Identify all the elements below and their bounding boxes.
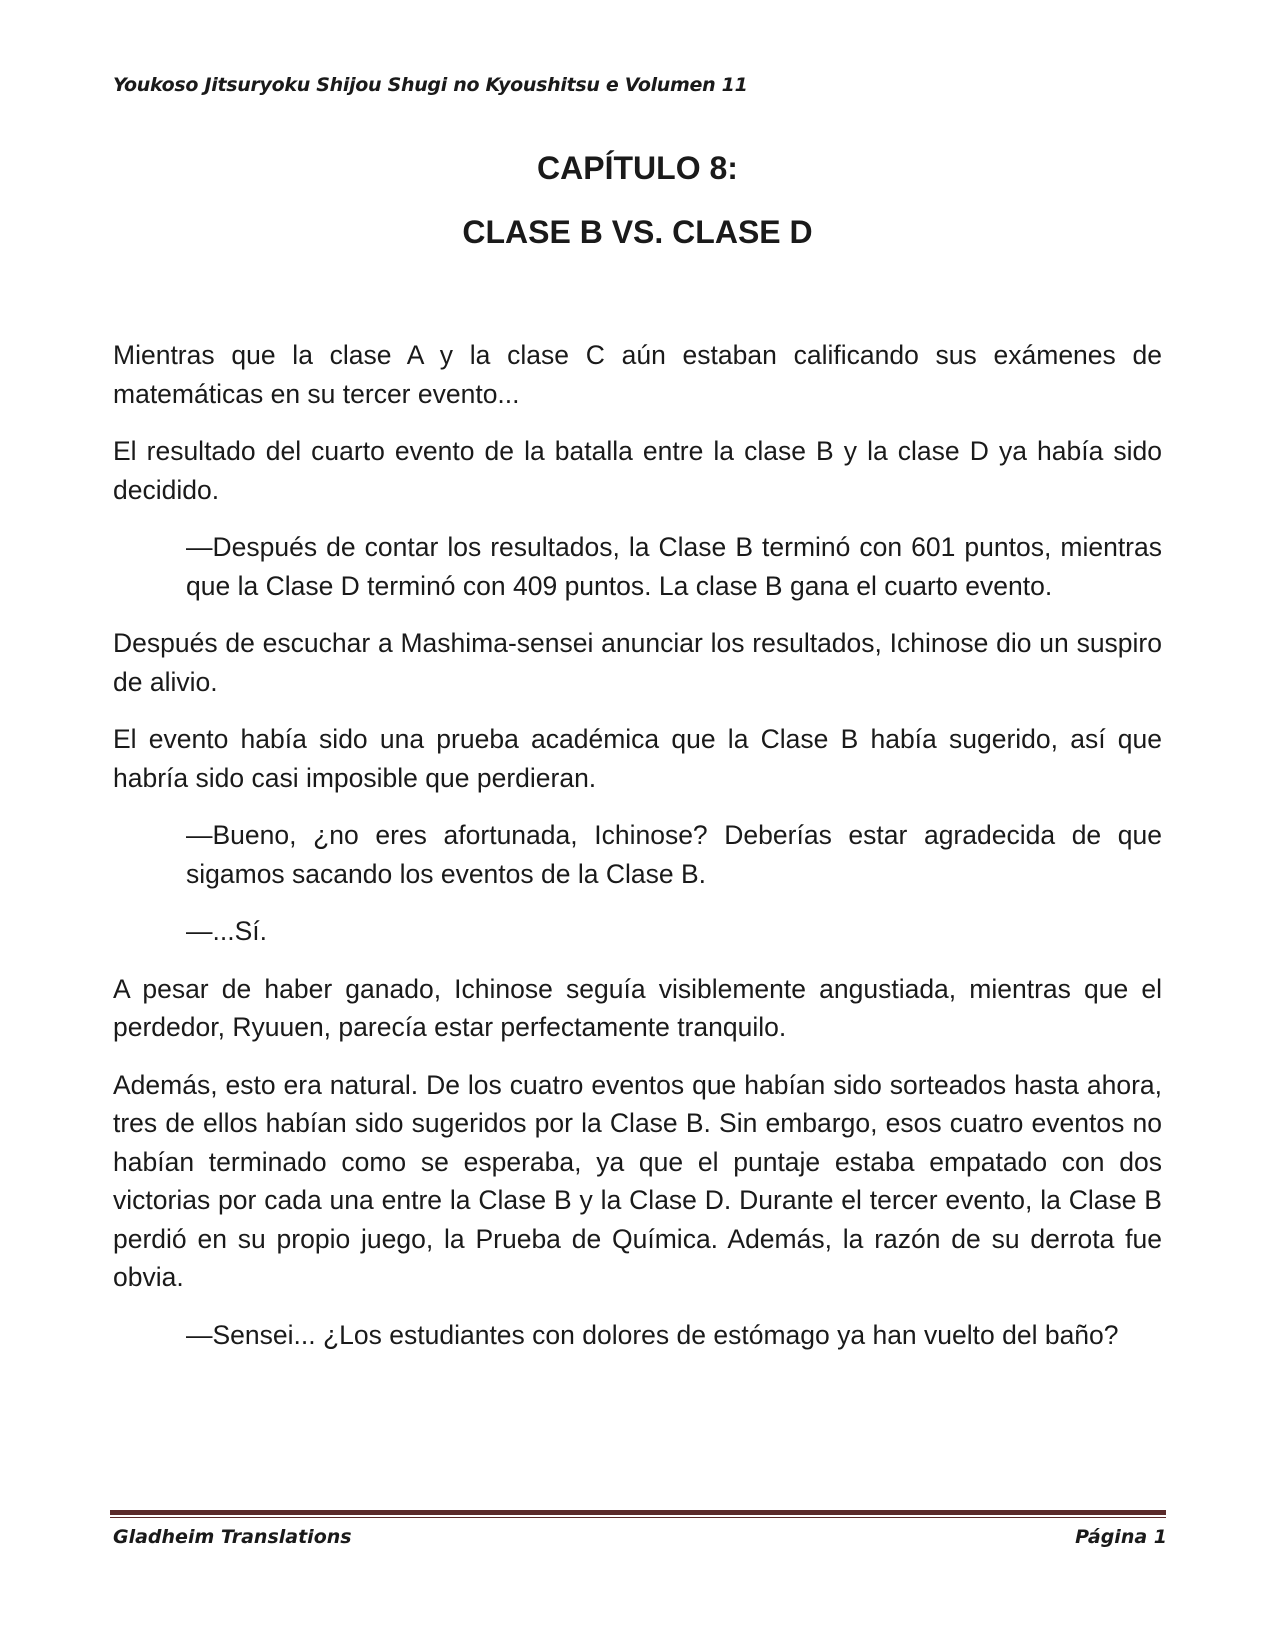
running-header: Youkoso Jitsuryoku Shijou Shugi no Kyoushitsu e Volumen 11 bbox=[113, 74, 748, 96]
chapter-body bbox=[113, 336, 1162, 1373]
dialog-paragraph: —Después de contar los resultados, la Clase B terminó con 601 puntos, mientras que la Clase D terminó con 409 puntos. La clase B gana el cuarto evento. bbox=[186, 532, 1162, 601]
chapter-number: CAPÍTULO 8: bbox=[537, 150, 738, 186]
paragraph: Después de escuchar a Mashima-sensei anunciar los resultados, Ichinose dio un suspiro de alivio. bbox=[113, 628, 1162, 697]
dialog-paragraph: —...Sí. bbox=[186, 916, 267, 946]
footer-publisher: Gladheim Translations bbox=[113, 1526, 352, 1548]
chapter-title: CLASE B VS. CLASE D bbox=[462, 214, 813, 250]
paragraph: Además, esto era natural. De los cuatro eventos que habían sido sorteados hasta ahora, tres de ellos habían sido sugeridos por la Clase B. Sin embargo, esos cuatro eventos no habían terminado como se esperaba, ya que el puntaje estaba empatado con dos victorias por cada una entre la Clase B y la Clase D. Durante el tercer evento, la Clase B perdió en su propio juego, la Prueba de Química. Además, la razón de su derrota fue obvia. bbox=[113, 1069, 1162, 1292]
paragraph: A pesar de haber ganado, Ichinose seguía visiblemente angustiada, mientras que el perdedor, Ryuuen, parecía estar perfectamente tranquilo. bbox=[113, 973, 1162, 1042]
dialog-paragraph: —Bueno, ¿no eres afortunada, Ichinose? Deberías estar agradecida de que sigamos sacando los eventos de la Clase B. bbox=[186, 820, 1162, 889]
paragraph: El evento había sido una prueba académica que la Clase B había sugerido, así que habría sido casi imposible que perdieran. bbox=[113, 724, 1162, 793]
paragraph: Mientras que la clase A y la clase C aún estaban calificando sus exámenes de matemáticas en su tercer evento... bbox=[113, 340, 1162, 409]
dialog-paragraph: —Sensei... ¿Los estudiantes con dolores de estómago ya han vuelto del baño? bbox=[186, 1319, 1119, 1350]
paragraph: El resultado del cuarto evento de la batalla entre la clase B y la clase D ya había sido decidido. bbox=[113, 436, 1162, 505]
footer-divider bbox=[110, 1510, 1166, 1518]
footer-page-number: Página 1 bbox=[1075, 1526, 1167, 1548]
